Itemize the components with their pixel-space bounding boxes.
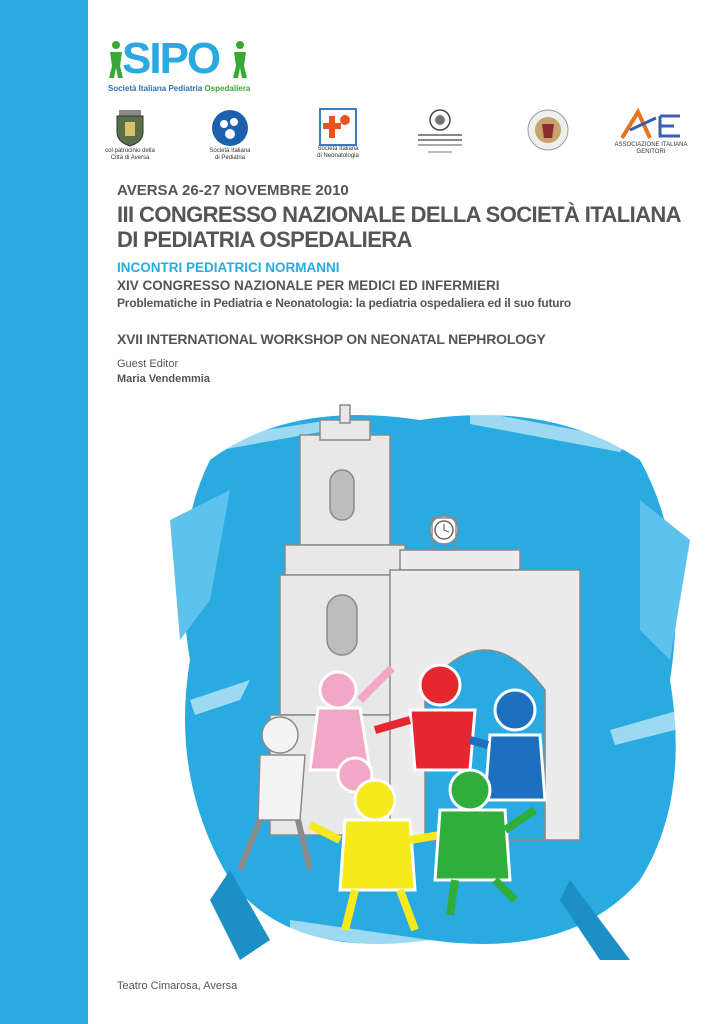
sin-logo-icon	[319, 108, 357, 146]
event-date: AVERSA 26-27 NOVEMBRE 2010	[117, 182, 349, 199]
incontri-heading: INCONTRI PEDIATRICI NORMANNI	[117, 260, 340, 275]
children-figure-icon	[232, 40, 248, 80]
patron-sip: Società Italiana di Pediatria	[204, 108, 256, 162]
patron-sin: Società Italiana di Neonatologia	[309, 108, 367, 160]
left-blue-band	[0, 0, 88, 1024]
medallion-icon	[410, 108, 470, 158]
sip-logo-icon	[210, 108, 250, 148]
subtitle-problematiche: Problematiche in Pediatria e Neonatologia: la pediatria ospedaliera ed il suo futuro	[117, 296, 571, 310]
patron-aversa: col patrocinio della Città di Aversa	[104, 108, 156, 162]
xiv-congress-heading: XIV CONGRESSO NAZIONALE PER MEDICI ED INFERMIERI	[117, 278, 500, 293]
guest-editor-name: Maria Vendemmia	[117, 373, 210, 385]
patron-seal	[524, 108, 572, 152]
cover-illustration	[170, 400, 690, 960]
seal-icon	[526, 108, 570, 152]
patron-age: ASSOCIAZIONE ITALIANA GENITORI	[609, 108, 693, 156]
patron-network	[410, 108, 470, 158]
city-crest-icon	[113, 108, 147, 148]
logo-subtitle: Società Italiana Pediatria Ospedaliera	[108, 84, 251, 93]
xvii-workshop-heading: XVII INTERNATIONAL WORKSHOP ON NEONATAL NEPHROLOGY	[117, 331, 546, 347]
guest-editor-label: Guest Editor	[117, 358, 179, 370]
sipo-logo	[108, 34, 251, 94]
congress-title: III CONGRESSO NAZIONALE DELLA SOCIETÀ ITALIANA DI PEDIATRIA OSPEDALIERA	[117, 202, 681, 252]
patron-logos-row	[104, 108, 694, 168]
age-logo-icon	[616, 108, 686, 142]
venue: Teatro Cimarosa, Aversa	[117, 980, 238, 992]
logo-wordmark: SIPO	[122, 34, 220, 83]
